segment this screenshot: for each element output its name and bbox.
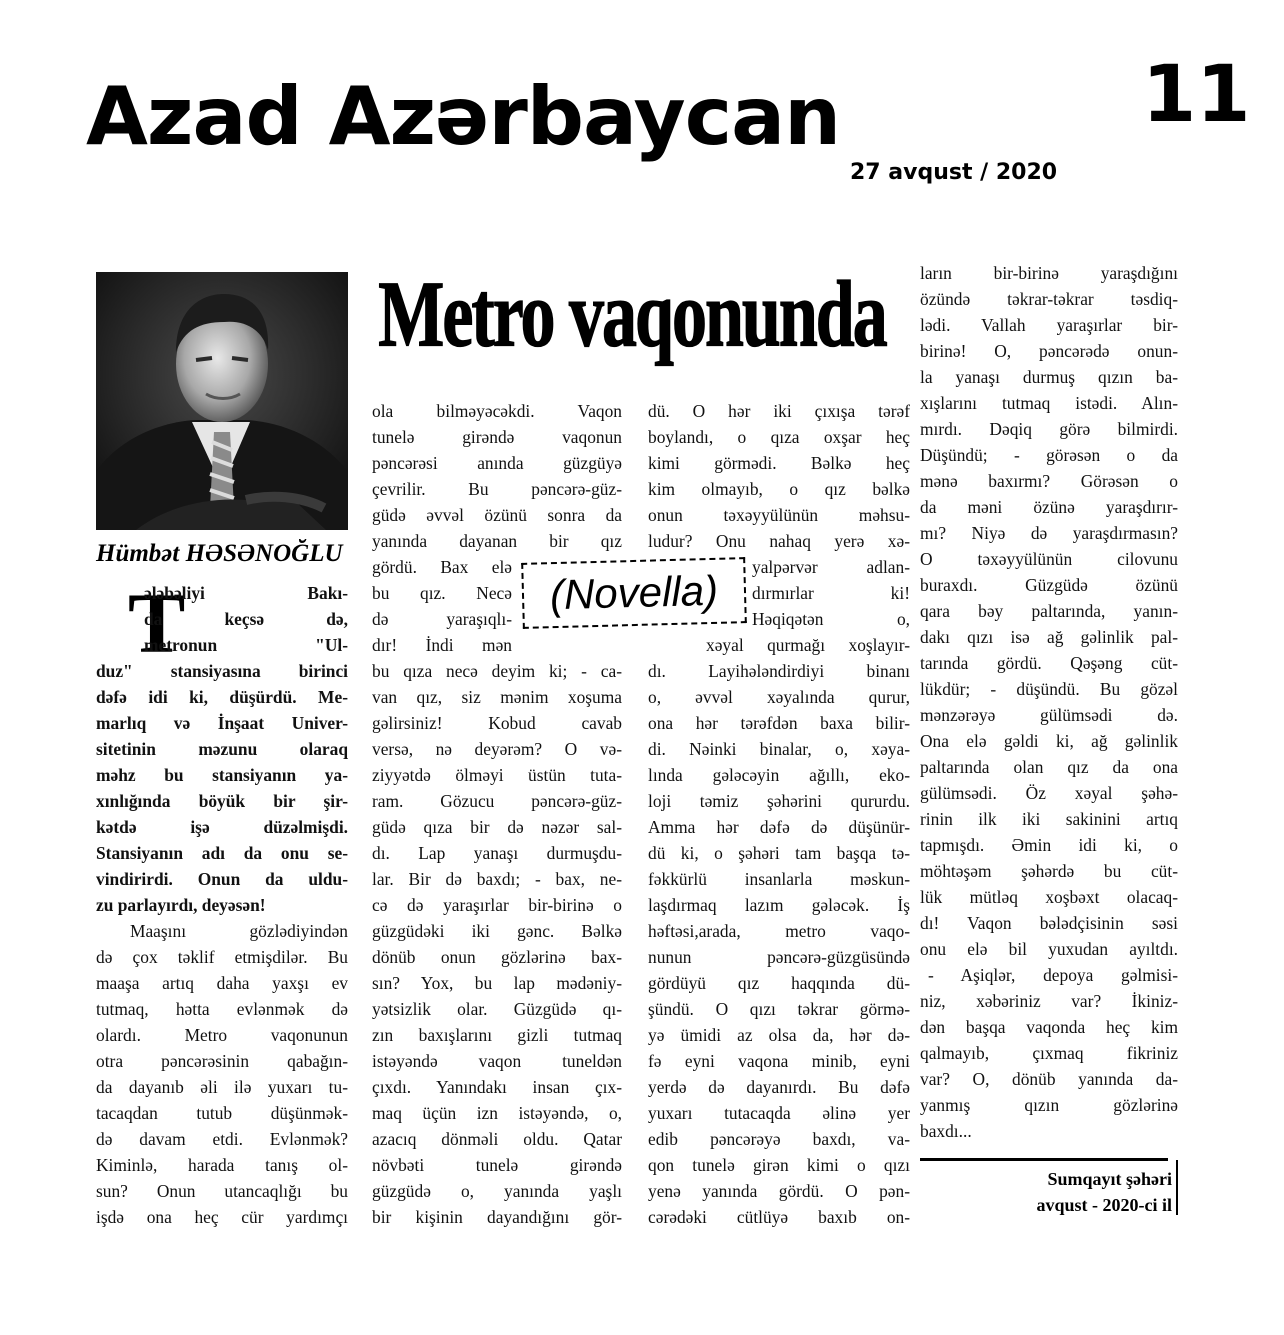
text-line: ona hər tərəfdən baxa bilir- [648,713,910,733]
dropcap-letter: T [128,575,186,671]
text-line: bir kişinin dayandığını gör- [372,1207,622,1227]
text-line: duz" stansiyasına birinci [96,661,348,681]
text-line: boylandı, o qıza oxşar heç [648,427,910,447]
text-line: güdə qıza bir də nəzər sal- [372,817,622,837]
text-line: edib pəncərəyə baxdı, va- [648,1129,910,1149]
issue-date: 27 avqust / 2020 [850,160,1058,185]
text-line: maaşa artıq daha yaxşı ev [96,973,348,993]
text-line: van qız, siz mənim xoşuma [372,687,622,707]
text-line: zu parlayırdı, deyəsən! [96,895,266,915]
signoff-date: avqust - 2020-ci il [1036,1195,1172,1215]
text-line: qalmayıb, çıxmaq fikriniz [920,1043,1178,1063]
text-line: da keçsə də, [144,609,348,629]
text-line: mənə baxırmı? Görəsən o [920,471,1178,491]
text-line: lar. Bir də baxdı; - bax, ne- [372,869,622,889]
text-line: Düşündü; - görəsən o da [920,445,1178,465]
text-line: nunun pəncərə-güzgüsündə [648,947,910,967]
text-line: dır! İndi mən [372,635,512,655]
text-line: yanmış qızın gözlərinə [920,1095,1178,1115]
text-line: fəkkürlü insanlarla məskun- [648,869,910,889]
text-line: Maaşını gözlədiyindən [130,921,348,941]
article-lead [96,575,348,918]
text-line: ludur? Onu nahaq yerə xə- [648,531,910,551]
text-line: sın? Yox, bu lap mədəniy- [372,973,622,993]
text-line: güzgüdə o, yanında yaşlı [372,1181,622,1201]
text-line: xınlığında böyük bir şir- [96,791,348,811]
text-line: niz, xəbəriniz var? İkiniz- [920,991,1178,1011]
text-line: lədi. Vallah yaraşırlar bir- [920,315,1178,335]
text-line: yenə yanında gördü. O pən- [648,1181,910,1201]
text-line: dı. Layihələndirdiyi binanı [648,661,910,681]
text-line: yalpərvər adlan- [752,557,910,577]
text-line: yerdə də dayanırdı. Bu dəfə [648,1077,910,1097]
text-line: metronun "Ul- [144,635,348,655]
text-line: gəlirsiniz! Kobud cavab [372,713,622,733]
text-line: ziyyətdə ölməyi üstün tuta- [372,765,622,785]
text-line: qara bəy paltarında, yanın- [920,601,1178,621]
text-line: Həqiqətən o, [752,609,910,629]
newspaper-masthead: Azad Azərbaycan [86,70,841,163]
text-line: ram. Gözucu pəncərə-güz- [372,791,622,811]
text-line: ola bilməyəcəkdi. Vaqon [372,401,622,421]
text-line: möhtəşəm şəhərdə bu cüt- [920,861,1178,881]
text-line: versə, nə deyərəm? O və- [372,739,622,759]
text-line: loji təmiz şəhərini qururdu. [648,791,910,811]
article-title: Metro vaqonunda [378,263,886,368]
text-line: xəyal qurmağı xoşlayır- [706,635,910,655]
article-paragraph [96,918,348,1230]
text-line: şündü. O qızı təkrar görmə- [648,999,910,1019]
text-line: da məni özünə yaraşdırır- [920,497,1178,517]
text-line: buraxdı. Güzgüdə özünü [920,575,1178,595]
text-line: dırmırlar ki! [752,583,910,603]
text-line: gülümsədi. Öz xəyal şəhə- [920,783,1178,803]
text-line: yə ümidi az olsa da, hər də- [648,1025,910,1045]
signoff-rule [920,1158,1168,1161]
text-line: də davam etdi. Evlənmək? [96,1129,348,1149]
text-line: vindirirdi. Onun da uldu- [96,869,348,889]
text-line: onu elə bil yuxudan ayıltdı. [920,939,1178,959]
text-line: qon tunelə girən kimi o qızı [648,1155,910,1175]
text-line: mənzərəyə gülümsədi də. [920,705,1178,725]
text-line: güdə əvvəl özünü sonra da [372,505,622,525]
text-line: mı? Niyə də yaraşdırmasın? [920,523,1178,543]
text-line: dəfə idi ki, düşürdü. Me- [96,687,348,707]
text-line: zın baxışlarını gizli tutmaq [372,1025,622,1045]
text-line: onun təxəyyülünün məhsu- [648,505,910,525]
text-line: Kiminlə, harada tanış ol- [96,1155,348,1175]
text-line: tapmışdı. Əmin idi ki, o [920,835,1178,855]
text-line: tacaqdan tutub düşünmək- [96,1103,348,1123]
text-line: cərədəki cütlüyə baxıb on- [648,1207,910,1227]
text-line: marlıq və İnşaat Univer- [96,713,348,733]
text-line: kimi görmədi. Bəlkə heç [648,453,910,473]
text-line: dönüb onun gözlərinə bax- [372,947,622,967]
article-column-4 [920,260,1178,1144]
text-line: yuxarı tutacaqda əlinə yer [648,1103,910,1123]
text-line: də yaraşıqlı- [372,609,512,629]
text-line: istəyəndə vaqon tuneldən [372,1051,622,1071]
text-line: birinə! O, pəncərədə onun- [920,341,1178,361]
text-line: dən başqa vaqonda heç kim [920,1017,1178,1037]
text-line: fə eyni vaqona minib, eyni [648,1051,910,1071]
text-line: tunelə girəndə vaqonun [372,427,622,447]
article-signoff [980,1166,1172,1218]
text-line: xışlarını tutmaq istədi. Alın- [920,393,1178,413]
text-line: həftəsi,arada, metro vaqo- [648,921,910,941]
author-portrait-image [96,272,348,530]
text-line: sun? Onun utancaqlığı bu [96,1181,348,1201]
text-line: yanında dayanan bir qız [372,531,622,551]
text-line: lük mütləq xoşbəxt olacaq- [920,887,1178,907]
text-line: gördü. Bax elə [372,557,512,577]
text-line: azacıq dönməli oldu. Qatar [372,1129,622,1149]
text-line: məhz bu stansiyanın ya- [96,765,348,785]
article-column-2 [372,398,622,1230]
signoff-vertical-rule [1176,1160,1178,1215]
genre-label: (Novella) [521,557,747,629]
signoff-place: Sumqayıt şəhəri [1047,1169,1172,1189]
text-line: dü. O hər iki çıxışa tərəf [648,401,910,421]
text-line: güzgüdəki iki gənc. Bəlkə [372,921,622,941]
text-line: kim olmayıb, o qız bəlkə [648,479,910,499]
text-line: rinin ilk iki sakinini artıq [920,809,1178,829]
page-number: 11 [1142,50,1251,140]
text-line: ələbəliyi Bakı- [144,583,348,603]
text-line: Ona elə gəldi ki, ağ gəlinlik [920,731,1178,751]
text-line: dı! Vaqon bələdçisinin səsi [920,913,1178,933]
text-line: növbəti tunelə girəndə [372,1155,622,1175]
text-line: baxdı... [920,1121,972,1141]
text-line: mırdı. Dəqiq görə bilmirdi. [920,419,1178,439]
text-line: çevrilir. Bu pəncərə-güz- [372,479,622,499]
text-line: də çox təklif etmişdilər. Bu [96,947,348,967]
text-line: paltarında olan qız da ona [920,757,1178,777]
text-line: laşdırmaq lazım gələcək. İş [648,895,910,915]
text-line: da dayanıb əli ilə yuxarı tu- [96,1077,348,1097]
text-line: la yanaşı durmuş qızın ba- [920,367,1178,387]
text-line: otra pəncərəsinin qabağın- [96,1051,348,1071]
text-line: dı. Lap yanaşı durmuşdu- [372,843,622,863]
text-line: pəncərəsi anında güzgüyə [372,453,622,473]
text-line: çıxdı. Yanındakı insan çıx- [372,1077,622,1097]
text-line: - Aşiqlər, depoya gəlmisi- [928,965,1178,985]
text-line: lında gələcəyin ağıllı, eko- [648,765,910,785]
text-line: var? O, dönüb yanında da- [920,1069,1178,1089]
author-byline: Hümbət HƏSƏNOĞLU [96,540,343,567]
text-line: Amma hər dəfə də düşünür- [648,817,910,837]
text-line: cə də yaraşırlar bir-birinə o [372,895,622,915]
text-line: işdə ona heç cür yardımçı [96,1207,348,1227]
text-line: özündə təkrar-təkrar təsdiq- [920,289,1178,309]
text-line: lükdür; - düşündü. Bu gözəl [920,679,1178,699]
article-column-3 [648,398,910,1230]
text-line: dakı qızı isə ağ gəlinlik pal- [920,627,1178,647]
text-line: kətdə işə düzəlmişdi. [96,817,348,837]
text-line: bu qız. Necə [372,583,512,603]
text-line: gördüyü qız haqqında dü- [648,973,910,993]
text-line: tarında gördü. Qəşəng cüt- [920,653,1178,673]
author-photo [96,272,348,530]
text-line: Stansiyanın adı da onu se- [96,843,348,863]
text-line: O təxəyyülünün cilovunu [920,549,1178,569]
text-line: dü ki, o şəhəri tam başqa tə- [648,843,910,863]
article-column-1 [96,575,348,1230]
text-line: o, əvvəl xəyalında qurur, [648,687,910,707]
text-line: maq üçün izn istəyəndə, o, [372,1103,622,1123]
text-line: di. Nəinki binalar, o, xəya- [648,739,910,759]
text-line: tutmaq, hətta evlənmək də [96,999,348,1019]
text-line: ların bir-birinə yaraşdığını [920,263,1178,283]
text-line: olardı. Metro vaqonunun [96,1025,348,1045]
text-line: bu qıza necə deyim ki; - ca- [372,661,622,681]
text-line: sitetinin məzunu olaraq [96,739,348,759]
text-line: yətsizlik olar. Güzgüdə qı- [372,999,622,1019]
